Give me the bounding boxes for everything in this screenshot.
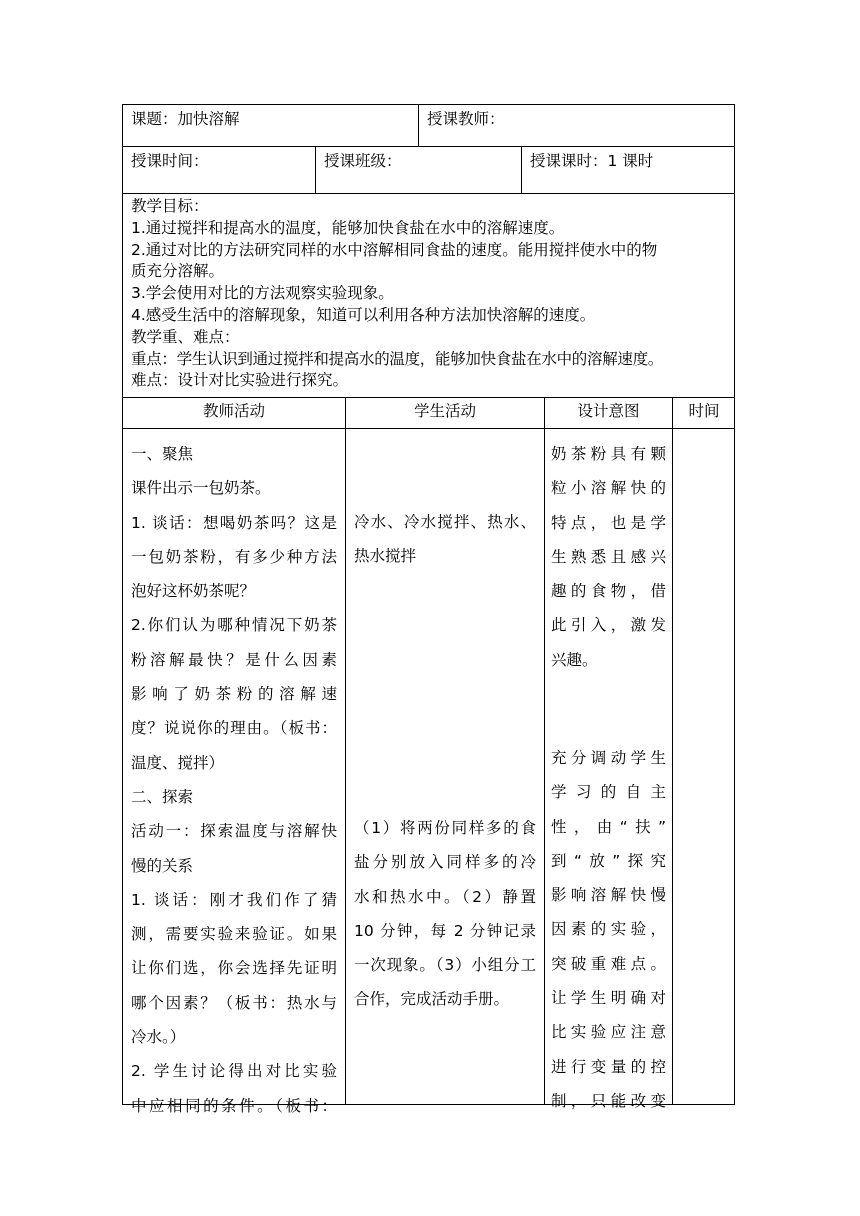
- design-line: 学习的自主: [551, 783, 666, 802]
- design-line: 生熟悉且感兴: [551, 547, 666, 566]
- design-line: 趣的食物，借: [551, 582, 666, 601]
- teacher-line: 测，需要实验来验证。如果: [131, 925, 337, 944]
- design-block-2: [551, 741, 666, 1118]
- teacher-line: 一、聚焦: [131, 445, 194, 463]
- student-line: （1）将两份同样多的食: [354, 819, 536, 837]
- design-intent-cell: [545, 429, 672, 1110]
- student-line: 盐分别放入同样多的冷: [354, 853, 536, 872]
- column-header-row: [122, 397, 735, 428]
- student-block-2: [354, 811, 536, 1017]
- design-line: 因素的实验，: [551, 920, 666, 939]
- teacher-activity-cell: [123, 429, 345, 1115]
- teacher-line: 中应相同的条件。（板书：: [131, 1096, 337, 1115]
- teacher-line: 冷水。）: [131, 1028, 186, 1047]
- design-line: 性，由“扶”: [551, 817, 666, 836]
- hours-cell: [522, 147, 734, 193]
- design-line: 让学生明确对: [551, 989, 666, 1008]
- topic-text: 课题：加快溶解: [131, 110, 240, 128]
- student-line: 10 分钟，每 2 分钟记录: [354, 921, 536, 940]
- goal-2-cont: 质充分溶解。: [131, 262, 225, 281]
- student-line: 冷水、冷水搅拌、热水、: [354, 513, 536, 531]
- goal-2: 2.通过对比的方法研究同样的水中溶解相同食盐的速度。能用搅拌使水中的物: [131, 240, 658, 259]
- goals-heading: 教学目标：: [131, 197, 209, 215]
- header-row-2: [122, 146, 735, 193]
- teacher-line: 课件出示一包奶茶。: [131, 479, 271, 498]
- goal-1: 1.通过搅拌和提高水的温度，能够加快食盐在水中的溶解速度。: [131, 218, 565, 237]
- teacher-line: 温度、搅拌）: [131, 753, 225, 772]
- col-design-intent: 设计意图: [577, 402, 640, 420]
- design-line: 兴趣。: [551, 650, 598, 669]
- teacher-line: 1. 谈话：想喝奶茶吗？这是: [131, 513, 337, 532]
- teacher-label: 授课教师：: [427, 110, 505, 128]
- student-line: 热水搅拌: [354, 547, 417, 566]
- teacher-line: 2. 学生讨论得出对比实验: [131, 1062, 337, 1081]
- design-line: 充分调动学生: [551, 749, 666, 767]
- design-line: 突破重难点。: [551, 954, 666, 973]
- hours-label: 授课课时：1 课时: [530, 152, 654, 170]
- header-row-1: [122, 104, 735, 146]
- teacher-line: 影响了奶茶粉的溶解速: [131, 685, 337, 704]
- design-line: 特点，也是学: [551, 513, 666, 532]
- col-time: 时间: [688, 402, 720, 420]
- teacher-line: 一包奶茶粉，有多少种方法: [131, 547, 337, 566]
- time-label: 授课时间：: [131, 152, 209, 170]
- teacher-line: 哪个因素？（板书：热水与: [131, 993, 337, 1012]
- goal-3: 3.学会使用对比的方法观察实验现象。: [131, 284, 394, 303]
- time-cell-body: [673, 429, 735, 1104]
- content-row: [122, 428, 735, 1115]
- time-cell: [123, 147, 315, 193]
- col-teacher-activity: 教师活动: [202, 402, 265, 420]
- student-line: 一次现象。（3）小组分工: [354, 956, 536, 975]
- class-label: 授课班级：: [324, 152, 402, 170]
- teacher-line: 粉溶解最快？是什么因素: [131, 650, 337, 669]
- goals-cell: [123, 194, 734, 397]
- design-line: 粒小溶解快的: [551, 479, 666, 498]
- teacher-line: 2.你们认为哪种情况下奶茶: [131, 616, 337, 635]
- teacher-cell: [419, 105, 735, 146]
- teacher-line: 二、探索: [131, 787, 194, 806]
- student-line: 水和热水中。（2）静置: [354, 887, 536, 906]
- design-line: 影响溶解快慢: [551, 886, 666, 905]
- key-point: 重点：学生认识到通过搅拌和提高水的温度，能够加快食盐在水中的溶解速度。: [131, 349, 664, 368]
- teacher-line: 泡好这杯奶茶呢？: [131, 582, 256, 601]
- design-line: 到“放”探究: [551, 851, 666, 870]
- topic-cell: [123, 105, 419, 146]
- difficult-point: 难点：设计对比实验进行探究。: [131, 371, 349, 390]
- key-difficult-heading: 教学重、难点：: [131, 327, 240, 346]
- student-activity-cell: [346, 429, 544, 1104]
- design-line: 比实验应注意: [551, 1023, 666, 1042]
- teacher-line: 活动一：探索温度与溶解快: [131, 822, 337, 841]
- design-line: 此引入，激发: [551, 616, 666, 635]
- teacher-line: 慢的关系: [131, 856, 194, 875]
- goal-4: 4.感受生活中的溶解现象，知道可以利用各种方法加快溶解的速度。: [131, 305, 596, 324]
- design-line: 制，只能改变: [551, 1091, 666, 1110]
- student-line: 合作，完成活动手册。: [354, 990, 510, 1009]
- teacher-line: 让你们选，你会选择先证明: [131, 959, 337, 978]
- teacher-line: 1. 谈话：刚才我们作了猜: [131, 890, 337, 909]
- col-student-activity: 学生活动: [413, 402, 476, 420]
- design-line: 奶茶粉具有颗: [551, 445, 666, 463]
- design-line: 进行变量的控: [551, 1057, 666, 1076]
- goals-row: [122, 193, 735, 397]
- class-cell: [316, 147, 521, 193]
- lesson-plan-table: [122, 104, 735, 1115]
- teacher-line: 度？说说你的理由。（板书：: [131, 719, 337, 738]
- student-block-1: [354, 505, 536, 574]
- design-block-1: [551, 437, 666, 677]
